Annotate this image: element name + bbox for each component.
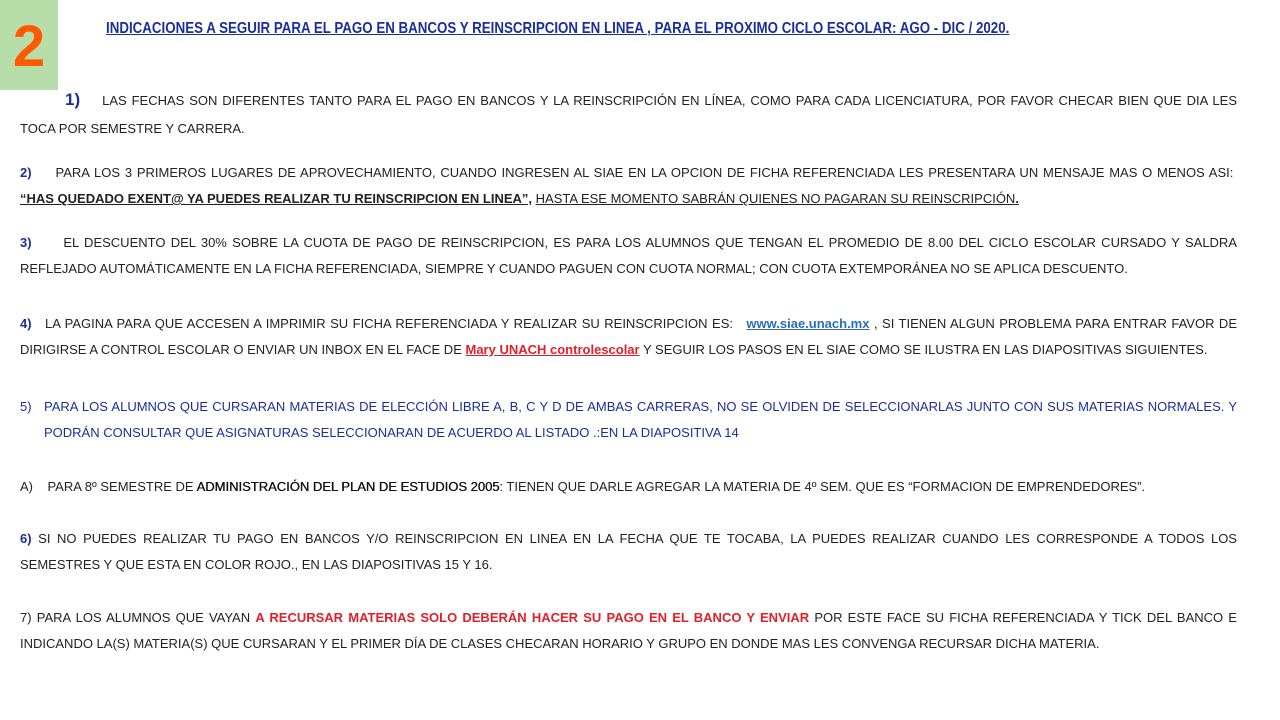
item-5-text: PARA LOS ALUMNOS QUE CURSARAN MATERIAS DE ELECCIÓN LIBRE A, B, C Y D DE AMBAS CARRERAS, NO SE OLVIDEN DE SELECCIONARLAS JUNTO CON SUS MATERIAS NORMALES. Y PODRÁN CONSULTAR QUE ASIGNATURAS SELECCIONARAN DE ACUERDO AL LISTADO .:EN LA DIAPOSITIVA 14 xyxy=(44,399,1237,440)
item-1-number: 1) xyxy=(65,90,81,109)
page-title: INDICACIONES A SEGUIR PARA EL PAGO EN BANCOS Y REINSCRIPCION EN LINEA , PARA EL PROXIMO CICLO ESCOLAR: AGO - DIC / 2020. xyxy=(106,20,1010,37)
item-7-text-a: 7) PARA LOS ALUMNOS QUE VAYAN xyxy=(20,610,251,625)
item-5 xyxy=(20,394,1237,446)
item-a xyxy=(20,474,1237,500)
item-4 xyxy=(20,311,1237,363)
item-1 xyxy=(20,86,1237,143)
item-a-text-a: PARA 8º SEMESTRE DE xyxy=(47,479,194,494)
item-6-text: SI NO PUEDES REALIZAR TU PAGO EN BANCOS Y/O REINSCRIPCION EN LINEA EN LA FECHA QUE TE TOCABA, LA PUEDES REALIZAR CUANDO LES CORRESPONDE A TODOS LOS SEMESTRES Y QUE ESTA EN COLOR ROJO., EN LAS DIAPOSITIVAS 15 Y 16. xyxy=(20,531,1237,572)
item-2-text: PARA LOS 3 PRIMEROS LUGARES DE APROVECHAMIENTO, CUANDO INGRESEN AL SIAE EN LA OPCION DE FICHA REFERENCIADA LES PRESENTARA UN MENSAJE MAS O MENOS ASI: xyxy=(55,165,1234,180)
item-5-number: 5) xyxy=(20,399,32,414)
item-3-number: 3) xyxy=(20,235,32,250)
item-2-end: . xyxy=(1015,191,1019,206)
item-4-number: 4) xyxy=(20,316,32,331)
slide-number-badge: 2 xyxy=(0,0,58,90)
item-a-number: A) xyxy=(20,479,33,494)
item-4-text-a: LA PAGINA PARA QUE ACCESEN A IMPRIMIR SU FICHA REFERENCIADA Y REALIZAR SU REINSCRIPCION ES: xyxy=(44,316,733,331)
facebook-profile-link[interactable]: Mary UNACH controlescolar xyxy=(465,342,640,357)
item-2-number: 2) xyxy=(20,165,32,180)
item-4-text-c: Y SEGUIR LOS PASOS EN EL SIAE COMO SE ILUSTRA EN LAS DIAPOSITIVAS SIGUIENTES. xyxy=(643,342,1208,357)
item-a-text-b: : TIENEN QUE DARLE AGREGAR LA MATERIA DE 4º SEM. QUE ES “FORMACION DE EMPRENDEDORES”. xyxy=(499,479,1146,494)
item-2-tail: HASTA ESE MOMENTO SABRÁN QUIENES NO PAGARAN SU REINSCRIPCIÓN xyxy=(535,191,1016,206)
item-3-text: EL DESCUENTO DEL 30% SOBRE LA CUOTA DE PAGO DE REINSCRIPCION, ES PARA LOS ALUMNOS QUE TENGAN EL PROMEDIO DE 8.00 DEL CICLO ESCOLAR CURSADO Y SALDRA REFLEJADO AUTOMÁTICAMENTE EN LA FICHA REFERENCIADA, SIEMPRE Y CUANDO PAGUEN CON CUOTA NORMAL; CON CUOTA EXTEMPORÁNEA NO SE APLICA DESCUENTO. xyxy=(20,235,1237,276)
item-a-plan: ADMINISTRACIÓN DEL PLAN DE ESTUDIOS 2005 xyxy=(196,479,500,494)
item-4-text-b: , SI TIENEN ALGUN PROBLEMA PARA ENTRAR FAVOR DE DIRIGIRSE A CONTROL ESCOLAR O ENVIAR UN INBOX EN EL FACE DE xyxy=(20,316,1237,357)
item-1-text: LAS FECHAS SON DIFERENTES TANTO PARA EL PAGO EN BANCOS Y LA REINSCRIPCIÓN EN LÍNEA, COMO PARA CADA LICENCIATURA, POR FAVOR CHECAR BIEN QUE DIA LES TOCA POR SEMESTRE Y CARRERA. xyxy=(20,93,1237,136)
item-7-red: A RECURSAR MATERIAS SOLO DEBERÁN HACER SU PAGO EN EL BANCO Y ENVIAR xyxy=(255,610,810,625)
item-3 xyxy=(20,230,1237,282)
item-7-text-b: POR ESTE FACE SU FICHA REFERENCIADA Y TICK DEL BANCO E INDICANDO LA(S) MATERIA(S) QUE CURSARAN Y EL PRIMER DÍA DE CLASES CHECARAN HORARIO Y GRUPO EN DONDE MAS LES CONVENGA RECURSAR DICHA MATERIA. xyxy=(20,610,1237,651)
item-2 xyxy=(20,160,1237,212)
siae-link[interactable]: www.siae.unach.mx xyxy=(746,316,870,331)
item-6-number: 6) xyxy=(20,531,32,546)
item-6 xyxy=(20,526,1237,578)
item-7 xyxy=(20,605,1237,657)
item-2-quote: “HAS QUEDADO EXENT@ YA PUEDES REALIZAR TU REINSCRIPCION EN LINEA”, xyxy=(20,191,533,206)
